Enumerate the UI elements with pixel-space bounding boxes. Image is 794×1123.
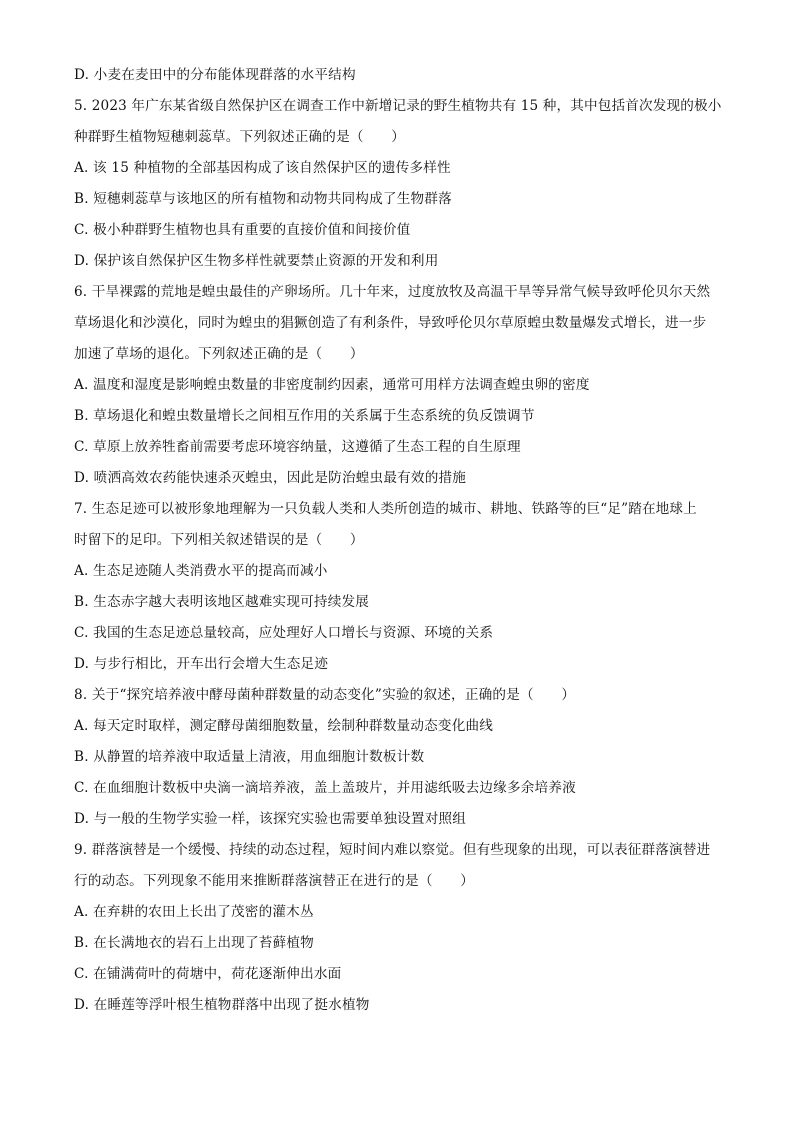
q7-option-b: B. 生态赤字越大表明该地区越难实现可持续发展 [74, 594, 370, 610]
q7-option-d: D. 与步行相比，开车出行会增大生态足迹 [74, 656, 329, 672]
q8-stem: 8. 关于“探究培养液中酵母菌种群数量的动态变化”实验的叙述，正确的是（ ） [74, 687, 576, 703]
q5-option-d: D. 保护该自然保护区生物多样性就要禁止资源的开发和利用 [74, 253, 439, 269]
q8-option-c: C. 在血细胞计数板中央滴一滴培养液，盖上盖玻片，并用滤纸吸去边缘多余培养液 [74, 780, 576, 796]
q5-option-a: A. 该 15 种植物的全部基因构成了该自然保护区的遗传多样性 [74, 160, 451, 176]
q6-option-b: B. 草场退化和蝗虫数量增长之间相互作用的关系属于生态系统的负反馈调节 [74, 408, 535, 424]
q9-option-b: B. 在长满地衣的岩石上出现了苔藓植物 [74, 935, 314, 951]
q6-option-d: D. 喷洒高效农药能快速杀灭蝗虫，因此是防治蝗虫最有效的措施 [74, 470, 467, 486]
q9-option-d: D. 在睡莲等浮叶根生植物群落中出现了挺水植物 [74, 997, 370, 1013]
q5-stem-line-2: 种群野生植物短穗刺蕊草。下列叙述正确的是（ ） [74, 129, 406, 145]
q6-stem-line-1: 6. 干旱裸露的荒地是蝗虫最佳的产卵场所。几十年来，过度放牧及高温干旱等异常气候导致呼伦贝尔天然 [74, 284, 711, 300]
q5-option-c: C. 极小种群野生植物也具有重要的直接价值和间接价值 [74, 222, 411, 238]
q9-option-c: C. 在铺满荷叶的荷塘中，荷花逐渐伸出水面 [74, 966, 342, 982]
q6-option-a: A. 温度和湿度是影响蝗虫数量的非密度制约因素，通常可用样方法调查蝗虫卵的密度 [74, 377, 590, 393]
q4-option-d: D. 小麦在麦田中的分布能体现群落的水平结构 [74, 67, 356, 83]
q8-option-a: A. 每天定时取样，测定酵母菌细胞数量，绘制种群数量动态变化曲线 [74, 718, 494, 734]
q8-option-d: D. 与一般的生物学实验一样，该探究实验也需要单独设置对照组 [74, 811, 467, 827]
q9-stem-line-2: 行的动态。下列现象不能用来推断群落演替正在进行的是（ ） [74, 873, 475, 889]
q9-stem-line-1: 9. 群落演替是一个缓慢、持续的动态过程，短时间内难以察觉。但有些现象的出现，可以表征群落演替进 [74, 842, 711, 858]
q6-stem-line-2: 草场退化和沙漠化，同时为蝗虫的猖獗创造了有利条件，导致呼伦贝尔草原蝗虫数量爆发式增长，进一步 [74, 315, 707, 331]
q6-stem-line-3: 加速了草场的退化。下列叙述正确的是（ ） [74, 346, 364, 362]
q7-option-c: C. 我国的生态足迹总量较高，应处理好人口增长与资源、环境的关系 [74, 625, 494, 641]
q5-option-b: B. 短穗刺蕊草与该地区的所有植物和动物共同构成了生物群落 [74, 191, 452, 207]
q7-option-a: A. 生态足迹随人类消费水平的提高而减小 [74, 563, 328, 579]
q7-stem-line-1: 7. 生态足迹可以被形象地理解为一只负载人类和人类所创造的城市、耕地、铁路等的巨“足”踏在地球上 [74, 501, 697, 517]
q8-option-b: B. 从静置的培养液中取适量上清液，用血细胞计数板计数 [74, 749, 425, 765]
q9-option-a: A. 在弃耕的农田上长出了茂密的灌木丛 [74, 904, 314, 920]
q7-stem-line-2: 时留下的足印。下列相关叙述错误的是（ ） [74, 532, 364, 548]
q5-stem-line-1: 5. 2023 年广东某省级自然保护区在调查工作中新增记录的野生植物共有 15 种，其中包括首次发现的极小 [74, 98, 722, 114]
q6-option-c: C. 草原上放养牲畜前需要考虑环境容纳量，这遵循了生态工程的自生原理 [74, 439, 521, 455]
